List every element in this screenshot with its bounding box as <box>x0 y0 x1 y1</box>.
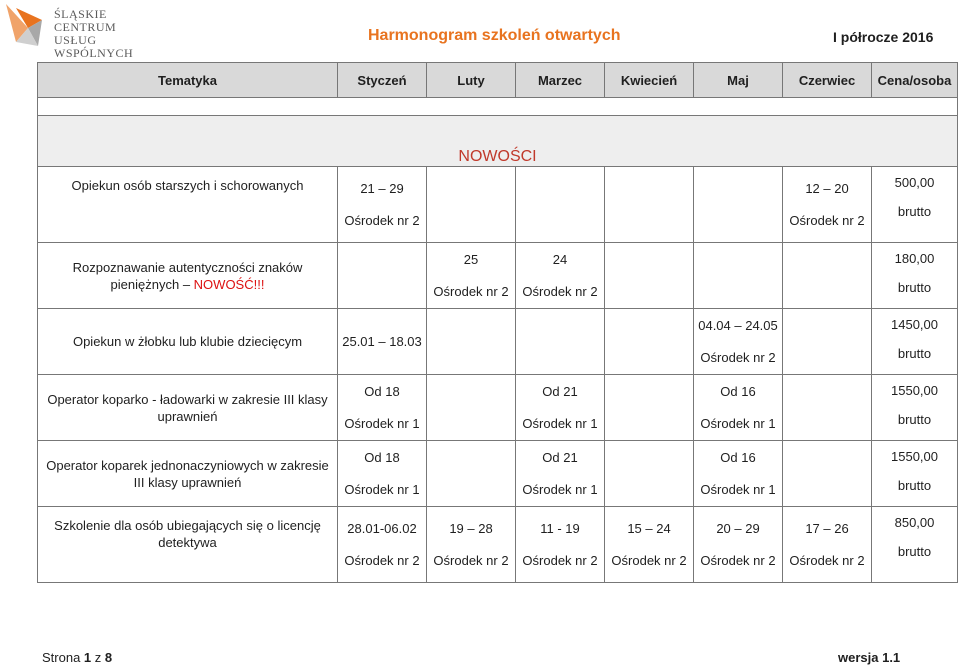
table-row <box>38 507 958 583</box>
cell-january: Od 18 Ośrodek nr 1 <box>338 375 427 441</box>
table-row <box>38 167 958 243</box>
new-badge: NOWOŚĆ!!! <box>193 276 265 292</box>
course-name: Opiekun w żłobku lub klubie dziecięcym <box>38 309 338 375</box>
cell-june: 17 – 26 Ośrodek nr 2 <box>783 507 872 583</box>
cell-march: Od 21 Ośrodek nr 1 <box>516 375 605 441</box>
cell-price: 180,00 brutto <box>872 243 958 309</box>
logo-mark-icon <box>2 2 52 50</box>
cell-price: 1550,00 brutto <box>872 441 958 507</box>
cell-march: 11 - 19 Ośrodek nr 2 <box>516 507 605 583</box>
cell-april <box>605 441 694 507</box>
cell-february <box>427 441 516 507</box>
table-header-row <box>38 63 958 98</box>
cell-march: 24 Ośrodek nr 2 <box>516 243 605 309</box>
cell-january: 25.01 – 18.03 <box>338 309 427 375</box>
cell-january: 21 – 29 Ośrodek nr 2 <box>338 167 427 243</box>
cell-february <box>427 167 516 243</box>
course-name: Opiekun osób starszych i schorowanych <box>38 167 338 243</box>
cell-april <box>605 167 694 243</box>
schedule-table <box>37 62 958 583</box>
course-name: Szkolenie dla osób ubiegających się o licencję detektywa <box>38 507 338 583</box>
course-name: Operator koparek jednonaczyniowych w zakresie III klasy uprawnień <box>38 441 338 507</box>
column-header-april: Kwiecień <box>605 63 694 98</box>
cell-june <box>783 441 872 507</box>
cell-june <box>783 309 872 375</box>
column-header-march: Marzec <box>516 63 605 98</box>
table-row <box>38 441 958 507</box>
cell-may: 04.04 – 24.05 Ośrodek nr 2 <box>694 309 783 375</box>
logo-line1: ŚLĄSKIE CENTRUM <box>54 7 117 34</box>
cell-january: Od 18 Ośrodek nr 1 <box>338 441 427 507</box>
cell-march <box>516 309 605 375</box>
course-name: Operator koparko - ładowarki w zakresie III klasy uprawnień <box>38 375 338 441</box>
cell-may <box>694 167 783 243</box>
table-row <box>38 243 958 309</box>
cell-february <box>427 375 516 441</box>
cell-price: 850,00 brutto <box>872 507 958 583</box>
cell-june <box>783 243 872 309</box>
cell-march <box>516 167 605 243</box>
table-row <box>38 309 958 375</box>
cell-april <box>605 309 694 375</box>
cell-may: 20 – 29 Ośrodek nr 2 <box>694 507 783 583</box>
cell-price: 500,00 brutto <box>872 167 958 243</box>
document-period: I półrocze 2016 <box>833 29 934 45</box>
column-header-january: Styczeń <box>338 63 427 98</box>
cell-june: 12 – 20 Ośrodek nr 2 <box>783 167 872 243</box>
logo <box>2 2 162 60</box>
cell-february: 19 – 28 Ośrodek nr 2 <box>427 507 516 583</box>
table-row <box>38 375 958 441</box>
column-header-may: Maj <box>694 63 783 98</box>
section-label: NOWOŚCI <box>38 116 958 167</box>
document-version: wersja 1.1 <box>838 650 901 665</box>
page-number: Strona 1 z 8 <box>42 650 113 665</box>
cell-february: 25 Ośrodek nr 2 <box>427 243 516 309</box>
cell-april <box>605 375 694 441</box>
column-header-price: Cena/osoba <box>872 63 958 98</box>
cell-june <box>783 375 872 441</box>
section-row-new <box>38 116 958 167</box>
logo-line2: USŁUG WSPÓLNYCH <box>54 33 134 60</box>
cell-may <box>694 243 783 309</box>
column-header-topic: Tematyka <box>38 63 338 98</box>
column-header-june: Czerwiec <box>783 63 872 98</box>
cell-march: Od 21 Ośrodek nr 1 <box>516 441 605 507</box>
cell-may: Od 16 Ośrodek nr 1 <box>694 375 783 441</box>
cell-may: Od 16 Ośrodek nr 1 <box>694 441 783 507</box>
cell-january <box>338 243 427 309</box>
cell-april <box>605 243 694 309</box>
cell-february <box>427 309 516 375</box>
course-name: Rozpoznawanie autentyczności znaków pieniężnych – NOWOŚĆ!!! <box>38 243 338 309</box>
cell-price: 1550,00 brutto <box>872 375 958 441</box>
cell-april: 15 – 24 Ośrodek nr 2 <box>605 507 694 583</box>
cell-price: 1450,00 brutto <box>872 309 958 375</box>
cell-january: 28.01-06.02 Ośrodek nr 2 <box>338 507 427 583</box>
column-header-february: Luty <box>427 63 516 98</box>
document-title: Harmonogram szkoleń otwartych <box>368 27 621 44</box>
